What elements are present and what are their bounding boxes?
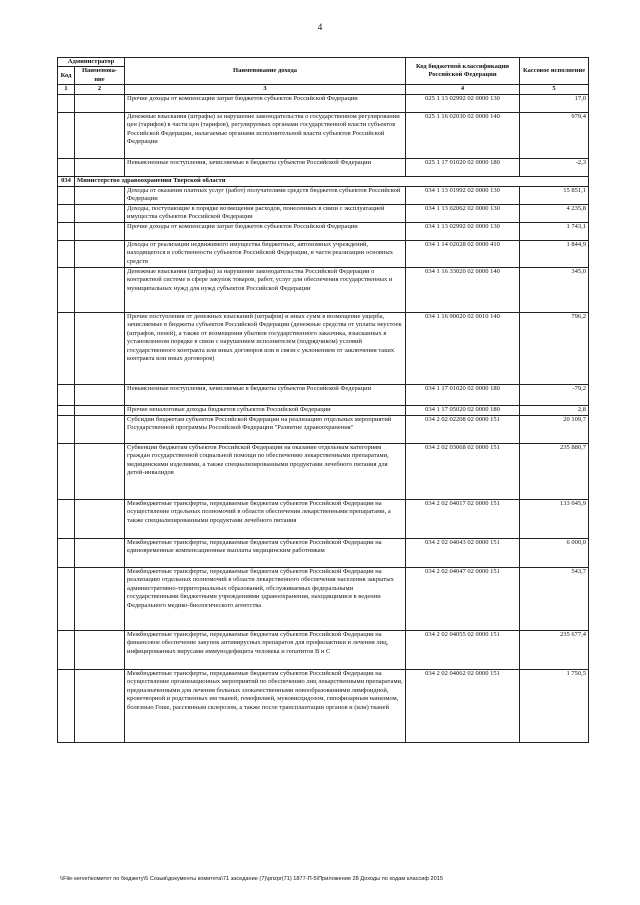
table-row [58,499,589,538]
table-row [58,240,589,267]
table-row [58,94,589,112]
admin-name [75,186,125,204]
amount: 796,2 [520,312,589,384]
amount: 6 000,0 [520,538,589,567]
income-name: Прочие неналоговые доходы бюджетов субъектов Российской Федерации [125,405,406,415]
budget-code: 034 2 02 02208 02 0000 151 [406,415,520,443]
page-number: 4 [317,22,323,32]
table-row [58,112,589,158]
admin-code [58,112,75,158]
admin-name [75,112,125,158]
budget-code: 034 1 17 05020 02 0000 180 [406,405,520,415]
admin-code [58,94,75,112]
header-income-name: Наименование дохода [125,58,406,85]
amount: 2,8 [520,405,589,415]
amount: 979,4 [520,112,589,158]
admin-code [58,405,75,415]
admin-name [75,267,125,312]
file-path-footer: \\File-server\комитет по бюджету\5 Созыв\документы комитета\71 заседание (7)\prizpr(71) 1877-П-5\Приложение 28 Доходы по кодам классиф 2015 [60,876,443,882]
admin-code [58,267,75,312]
income-name: Межбюджетные трансферты, передаваемые бюджетам субъектов Российской Федерации на осуществление организационных мероприятий по обеспечению лиц лекарственными препаратами, предназначенными для лечения больных злокачественными новообразованиями лимфоидной, кроветворной и родственных им тканей, гемофилией, муковисцидозом, гипофизарным нанизмом, болезнью Гоше, рассеянным склерозом, а также после трансплантации органов и (или) тканей [125,669,406,742]
budget-code: 034 2 02 04062 02 0000 151 [406,669,520,742]
budget-code: 034 2 02 04043 02 0000 151 [406,538,520,567]
income-name: Субсидии бюджетам субъектов Российской Федерации на реализацию отдельных мероприятий Государственной программы Российской Федерации "Развитие здравоохранения" [125,415,406,443]
income-name: Невыясненные поступления, зачисляемые в бюджеты субъектов Российской Федерации [125,158,406,176]
admin-name [75,630,125,669]
budget-code: 034 1 14 02028 02 0000 410 [406,240,520,267]
admin-code [58,384,75,405]
budget-code: 034 1 17 01020 02 0000 180 [406,384,520,405]
admin-code [58,630,75,669]
table-row [58,669,589,742]
income-name: Доходы от оказания платных услуг (работ) получателями средств бюджетов субъектов Российской Федерации [125,186,406,204]
table-row [58,158,589,176]
admin-code [58,499,75,538]
income-name: Субвенции бюджетам субъектов Российской Федерации на оказание отдельным категориям граждан государственной социальной помощи по обеспечению лекарственными препаратами, медицинскими изделиями, а также специализированными продуктами лечебного питания для детей-инвалидов [125,443,406,499]
table-body [58,94,589,742]
amount: 4 235,8 [520,204,589,222]
budget-code: 025 1 13 02992 02 0000 130 [406,94,520,112]
admin-name [75,405,125,415]
amount: 543,7 [520,567,589,630]
header-administrator: Администратор [58,58,125,67]
amount: 1 750,5 [520,669,589,742]
amount: 15 851,1 [520,186,589,204]
budget-code: 034 1 13 02992 02 0000 130 [406,222,520,240]
amount: 17,0 [520,94,589,112]
admin-name [75,669,125,742]
admin-name [75,384,125,405]
income-name: Межбюджетные трансферты, передаваемые бюджетам субъектов Российской Федерации на осуществление отдельных полномочий в области обеспечения лекарственными препаратами, а также специализированными продуктами лечебного питания [125,499,406,538]
budget-code: 034 2 02 04017 02 0000 151 [406,499,520,538]
income-table [57,57,589,743]
col-num-3: 3 [125,85,406,94]
amount: -2,3 [520,158,589,176]
table-row [58,267,589,312]
table-row [58,538,589,567]
admin-name [75,312,125,384]
income-name: Доходы от реализации недвижимого имущества бюджетных, автономных учреждений, находящегося в собственности субъектов Российской Федерации, в части реализации основных средств [125,240,406,267]
header-name-short: Наименова-ние [75,67,125,85]
admin-code [58,669,75,742]
col-num-5: 5 [520,85,589,94]
col-num-4: 4 [406,85,520,94]
admin-name [75,94,125,112]
table-row [58,204,589,222]
table-row [58,567,589,630]
amount: -79,2 [520,384,589,405]
admin-code [58,443,75,499]
budget-code: 025 1 17 01020 02 0000 180 [406,158,520,176]
income-name: Денежные взыскания (штрафы) за нарушение законодательства о государственном регулировании цен (тарифов) в части цен (тарифов), регулируемых органами государственной власти субъектов Российской Федерации, налагаемые органами исполнительной власти субъектов Российской Федерации [125,112,406,158]
header-cash-execution: Кассовое исполнение [520,58,589,85]
amount: 20 109,7 [520,415,589,443]
admin-code [58,567,75,630]
budget-code: 034 1 16 90020 02 0010 140 [406,312,520,384]
budget-code: 034 2 02 04055 02 0000 151 [406,630,520,669]
header-budget-code: Код бюджетной классификации Российской Федерации [406,58,520,85]
income-name: Денежные взыскания (штрафы) за нарушение законодательства Российской Федерации о контрактной системе в сфере закупок товаров, работ, услуг для обеспечения государственных и муниципальных нужд для нужд субъектов Российской Федерации [125,267,406,312]
col-num-1: 1 [58,85,75,94]
amount: 1 844,9 [520,240,589,267]
admin-name [75,158,125,176]
admin-code [58,222,75,240]
amount: 133 045,9 [520,499,589,538]
income-name: Межбюджетные трансферты, передаваемые бюджетам субъектов Российской Федерации на реализацию отдельных полномочий в области лекарственного обеспечения населения закрытых административно-территориальных образований, обслуживаемых федеральными государственными бюджетными учреждениями здравоохранения, находящимися в ведении Федерального медико-биологического агентства [125,567,406,630]
admin-name [75,222,125,240]
table-row [58,384,589,405]
table-row [58,415,589,443]
income-name: Межбюджетные трансферты, передаваемые бюджетам субъектов Российской Федерации на единовременные компенсационные выплаты медицинским работникам [125,538,406,567]
admin-name [75,204,125,222]
table-row [58,186,589,204]
budget-code: 034 2 02 03068 02 0000 151 [406,443,520,499]
table-row [58,405,589,415]
table-row [58,443,589,499]
admin-name [75,415,125,443]
budget-code: 034 1 13 02062 02 0000 130 [406,204,520,222]
income-name: Доходы, поступающие в порядке возмещения расходов, понесенных в связи с эксплуатацией имущества субъектов Российской Федерации [125,204,406,222]
income-name: Невыясненные поступления, зачисляемые в бюджеты субъектов Российской Федерации [125,384,406,405]
table-row [58,312,589,384]
admin-code [58,312,75,384]
amount: 345,0 [520,267,589,312]
amount: 235 677,4 [520,630,589,669]
income-name: Прочие доходы от компенсации затрат бюджетов субъектов Российской Федерации [125,222,406,240]
admin-name [75,567,125,630]
table-row [58,630,589,669]
admin-name [75,499,125,538]
admin-name [75,240,125,267]
budget-code: 025 1 16 02030 02 0000 140 [406,112,520,158]
budget-code: 034 1 13 01992 02 0000 130 [406,186,520,204]
col-num-2: 2 [75,85,125,94]
admin-code [58,240,75,267]
admin-code [58,204,75,222]
budget-code: 034 2 02 04047 02 0000 151 [406,567,520,630]
amount: 1 743,1 [520,222,589,240]
income-name: Межбюджетные трансферты, передаваемые бюджетам субъектов Российской Федерации на финансовое обеспечение закупок антивирусных препаратов для профилактики и лечения лиц, инфицированных вирусами иммунодефицита человека и гепатитов В и С [125,630,406,669]
admin-name: Министерство здравоохранения Тверской области [75,176,589,186]
income-name: Прочие поступления от денежных взысканий (штрафов) и иных сумм в возмещение ущерба, зачисляемые в бюджеты субъектов Российской Федерации (денежные средства от уплаты неустоек (штрафов, пеней), а также от возмещения убытков государственного заказчика, взысканных в установленном порядке в связи с нарушением исполнителем (подрядчиком) условий государственного контракта или иных договоров или в связи с уклонением от заключения таких контракта или иных договоров) [125,312,406,384]
budget-code: 034 1 16 33020 02 0000 140 [406,267,520,312]
admin-code [58,158,75,176]
amount: 235 880,7 [520,443,589,499]
header-code: Код [58,67,75,85]
admin-code [58,415,75,443]
admin-code [58,538,75,567]
admin-code: 034 [58,176,75,186]
admin-code [58,186,75,204]
admin-name [75,538,125,567]
table-row [58,176,589,186]
table-row [58,222,589,240]
admin-name [75,443,125,499]
income-name: Прочие доходы от компенсации затрат бюджетов субъектов Российской Федерации [125,94,406,112]
